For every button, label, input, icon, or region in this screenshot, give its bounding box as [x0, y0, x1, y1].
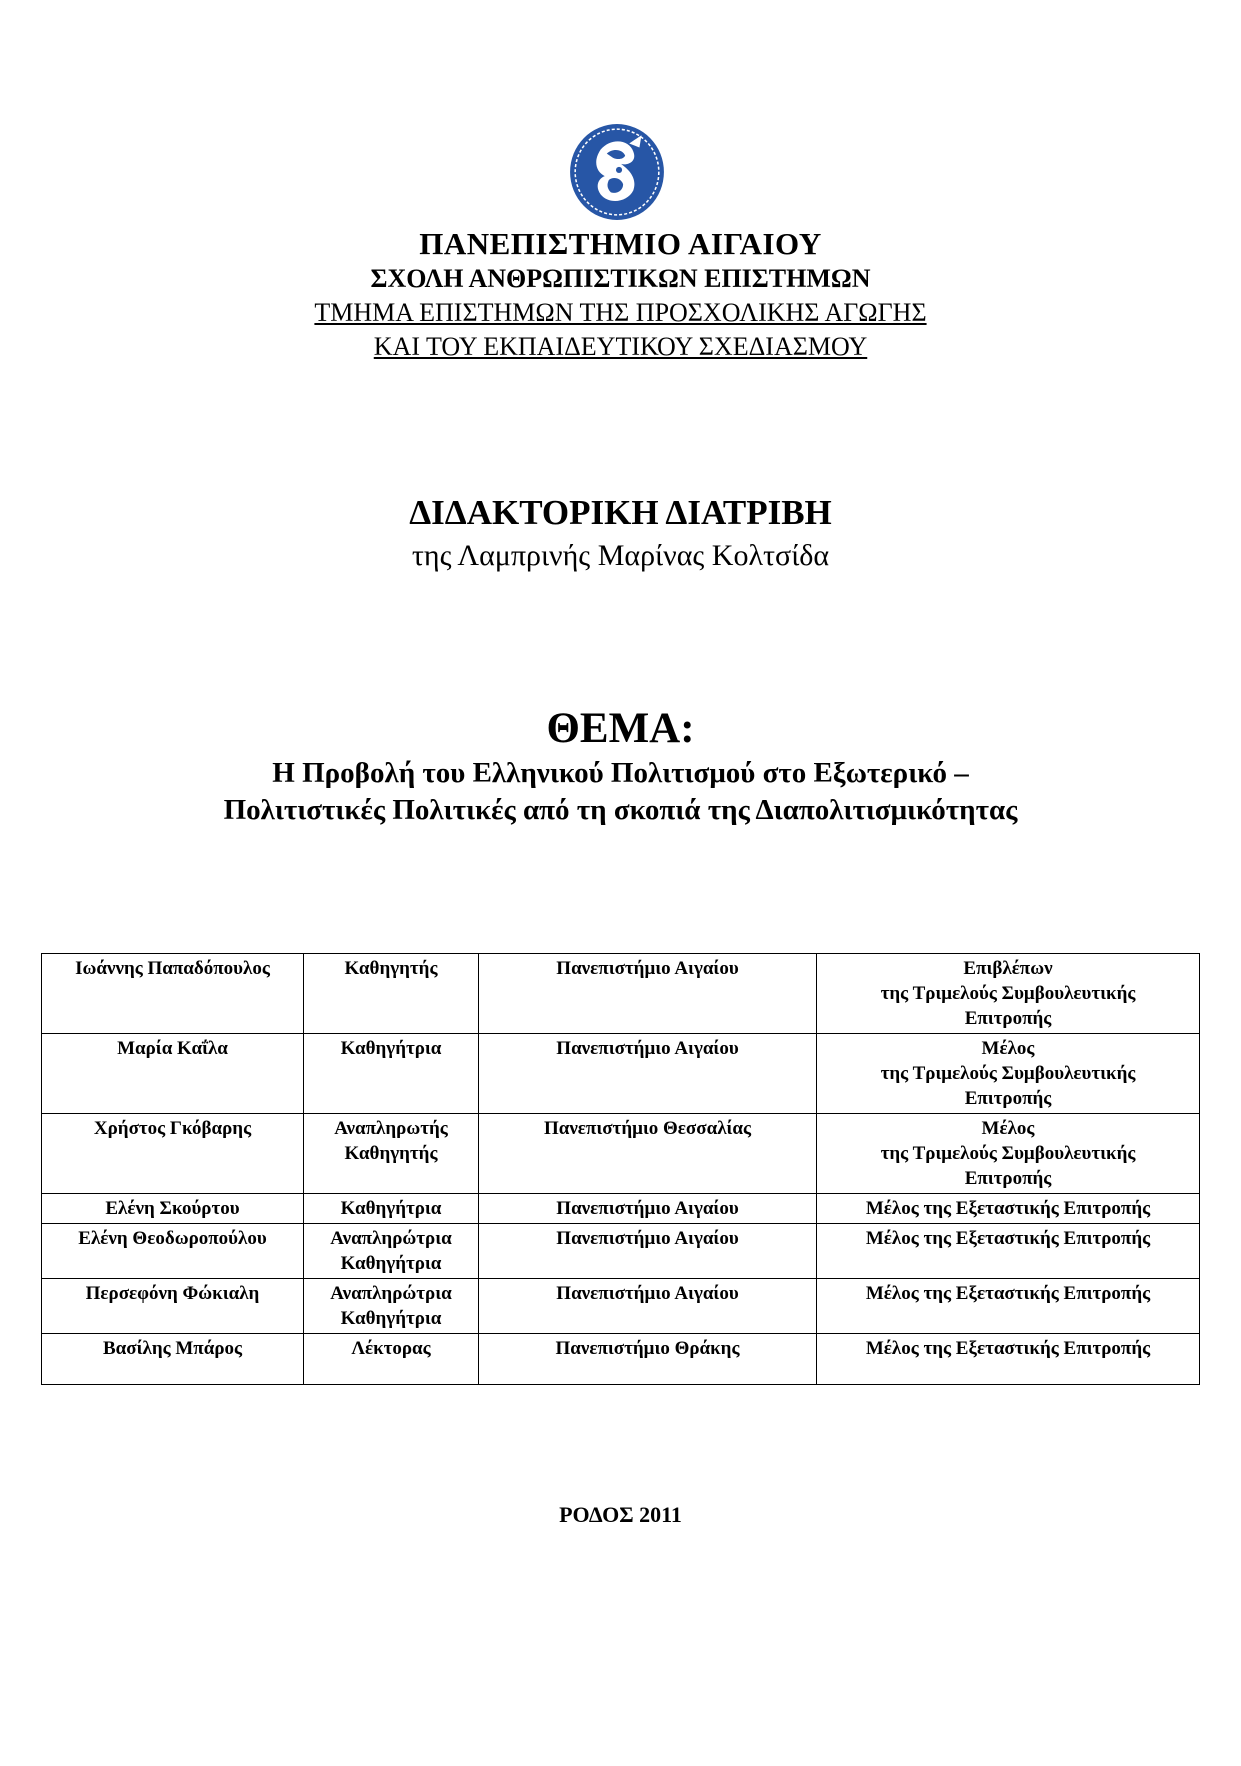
university-name: ΠΑΝΕΠΙΣΤΗΜΙΟ ΑΙΓΑΙΟΥ [419, 226, 822, 261]
member-name-cell: Μαρία Καΐλα [42, 1034, 304, 1114]
member-name-cell: Χρήστος Γκόβαρης [42, 1114, 304, 1194]
table-row [42, 1334, 1200, 1385]
member-role-cell-line: Μέλος της Εξεταστικής Επιτροπής [865, 1283, 1151, 1304]
member-name-cell: Ελένη Σκούρτου [42, 1194, 304, 1224]
place-and-year: ΡΟΔΟΣ 2011 [559, 1502, 682, 1527]
member-name-cell: Βασίλης Μπάρος [42, 1334, 304, 1385]
thesis-type: ΔΙΔΑΚΤΟΡΙΚΗ ΔΙΑΤΡΙΒΗ [409, 493, 832, 532]
department-name-line1: ΤΜΗΜΑ ΕΠΙΣΤΗΜΩΝ ΤΗΣ ΠΡΟΣΧΟΛΙΚΗΣ ΑΓΩΓΗΣ [314, 298, 927, 327]
member-institution-cell: Πανεπιστήμιο Θράκης [479, 1334, 817, 1385]
member-title-cell-line: Αναπληρώτρια [330, 1228, 452, 1249]
member-title-cell-line: Καθηγήτρια [340, 1308, 442, 1329]
member-title-cell-line: Καθηγήτρια [340, 1253, 442, 1274]
member-role-cell-line: Μέλος [981, 1118, 1035, 1139]
member-title-cell-line: Καθηγήτρια [340, 1038, 442, 1059]
member-title-cell [304, 1034, 479, 1114]
topic-title-line2: Πολιτιστικές Πολιτικές από τη σκοπιά της Διαπολιτισμικότητας [223, 794, 1018, 826]
member-title-cell [304, 1224, 479, 1279]
member-role-cell-line: Μέλος της Εξεταστικής Επιτροπής [865, 1198, 1151, 1219]
member-role-cell [817, 1224, 1200, 1279]
member-role-cell-line: Μέλος [981, 1038, 1035, 1059]
member-title-cell-line: Αναπληρωτής [334, 1118, 448, 1139]
member-role-cell-line: της Τριμελούς Συμβουλευτικής [880, 1143, 1136, 1164]
member-institution-cell: Πανεπιστήμιο Θεσσαλίας [479, 1114, 817, 1194]
member-role-cell [817, 1034, 1200, 1114]
table-row [42, 1114, 1200, 1194]
member-role-cell-line: της Τριμελούς Συμβουλευτικής [880, 1063, 1136, 1084]
member-title-cell-line: Καθηγητής [344, 958, 438, 979]
member-role-cell-line: Μέλος της Εξεταστικής Επιτροπής [865, 1228, 1151, 1249]
table-row [42, 1224, 1200, 1279]
member-title-cell [304, 1279, 479, 1334]
member-title-cell-line: Καθηγητής [344, 1143, 438, 1164]
member-title-cell-line: Λέκτορας [351, 1338, 431, 1359]
member-name-cell: Ιωάννης Παπαδόπουλος [42, 954, 304, 1034]
topic-title-line1: Η Προβολή του Ελληνικού Πολιτισμού στο Εξωτερικό – [272, 757, 969, 789]
thesis-author: της Λαμπρινής Μαρίνας Κολτσίδα [411, 539, 830, 572]
school-name: ΣΧΟΛΗ ΑΝΘΡΩΠΙΣΤΙΚΩΝ ΕΠΙΣΤΗΜΩΝ [370, 264, 871, 293]
member-role-cell-line: Επιτροπής [964, 1088, 1052, 1109]
member-title-cell-line: Αναπληρώτρια [330, 1283, 452, 1304]
member-institution-cell: Πανεπιστήμιο Αιγαίου [479, 954, 817, 1034]
university-seal-logo [566, 121, 668, 223]
member-institution-cell: Πανεπιστήμιο Αιγαίου [479, 1279, 817, 1334]
table-row [42, 954, 1200, 1034]
member-title-cell [304, 954, 479, 1034]
member-role-cell [817, 1114, 1200, 1194]
member-institution-cell: Πανεπιστήμιο Αιγαίου [479, 1034, 817, 1114]
topic-label: ΘΕΜΑ: [546, 705, 695, 752]
member-name-cell: Περσεφόνη Φώκιαλη [42, 1279, 304, 1334]
table-row [42, 1279, 1200, 1334]
member-role-cell [817, 954, 1200, 1034]
member-institution-cell: Πανεπιστήμιο Αιγαίου [479, 1224, 817, 1279]
member-institution-cell: Πανεπιστήμιο Αιγαίου [479, 1194, 817, 1224]
member-role-cell [817, 1194, 1200, 1224]
member-role-cell-line: Επιτροπής [964, 1168, 1052, 1189]
member-title-cell [304, 1194, 479, 1224]
member-title-cell-line: Καθηγήτρια [340, 1198, 442, 1219]
table-row [42, 1194, 1200, 1224]
member-role-cell-line: Επιβλέπων [963, 958, 1053, 979]
table-row [42, 1034, 1200, 1114]
member-role-cell-line: Επιτροπής [964, 1008, 1052, 1029]
member-role-cell [817, 1334, 1200, 1385]
member-title-cell [304, 1334, 479, 1385]
department-name-line2: ΚΑΙ ΤΟΥ ΕΚΠΑΙΔΕΥΤΙΚΟΥ ΣΧΕΔΙΑΣΜΟΥ [373, 332, 868, 361]
member-name-cell: Ελένη Θεοδωροπούλου [42, 1224, 304, 1279]
member-role-cell [817, 1279, 1200, 1334]
committee-table [41, 953, 1200, 1385]
member-title-cell [304, 1114, 479, 1194]
member-role-cell-line: της Τριμελούς Συμβουλευτικής [880, 983, 1136, 1004]
member-role-cell-line: Μέλος της Εξεταστικής Επιτροπής [865, 1338, 1151, 1359]
